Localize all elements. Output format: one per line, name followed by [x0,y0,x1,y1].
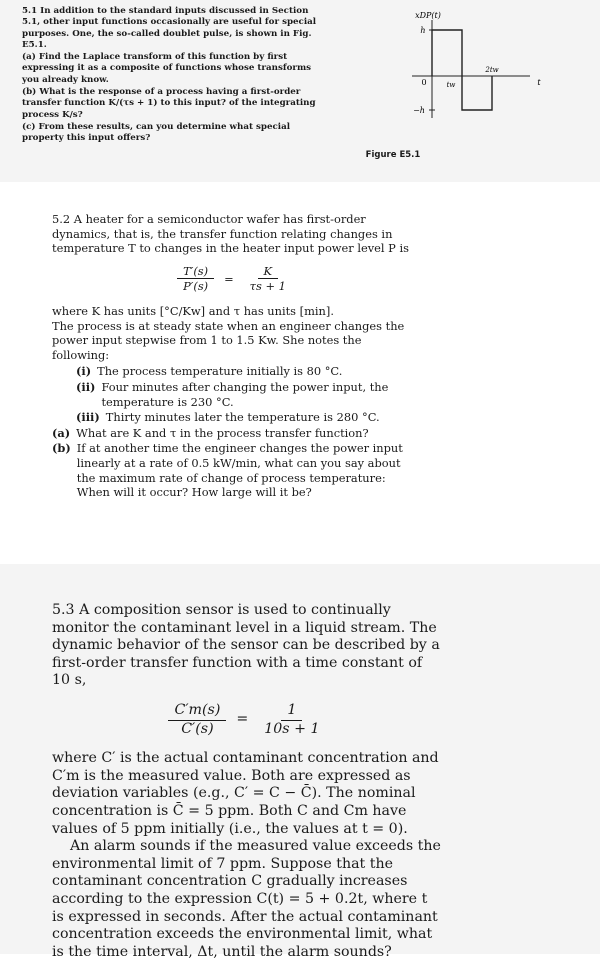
label-zero: 0 [421,78,427,87]
observation-item [52,380,417,409]
variable-definitions: where C′ is the actual contaminant concentration and C′m is the measured value. Both are expressed as deviation variables (e.g., C′ = C − C̄). The nominal concentration is C̄ = 5 ppm. Both C and Cm have values of 5 ppm initially (i.e., the values at t = 0). [52,750,439,837]
rhs-numerator: K [258,264,279,280]
equals-sign: = [224,271,234,286]
units-statement: where K has units [°C/Kw] and τ has units [min]. [52,303,334,318]
label-h: h [420,26,426,35]
figure-caption: Figure E5.1 [365,150,421,160]
observation-item [52,410,417,425]
doublet-pulse-curve [432,30,492,110]
rhs-denominator: τs + 1 [249,279,286,294]
rhs-numerator: 1 [281,702,302,721]
problem-5-2-section [0,182,600,564]
label-2tw: 2tw [485,66,499,74]
label-t: t [537,78,541,87]
question-label: (b) [52,441,71,456]
scenario-statement: The process is at steady state when an engineer changes the power input stepwise from 1 to 1.5 Kw. She notes the following: [52,318,405,362]
lhs-fraction [177,264,214,294]
transfer-function-equation [52,264,417,294]
rhs-fraction [258,702,325,738]
question-label: (a) [52,425,71,440]
observation-label: (ii) [76,379,96,394]
label-tw: tw [446,81,456,89]
problem-5-3-section [0,564,600,960]
problem-5-1-part-a: (a) Find the Laplace transform of this function by first expressing it as a composite of functions whose transforms you already know. [22,52,312,85]
alarm-statement: An alarm sounds if the measured value exceeds the environmental limit of 7 ppm. Suppose that the contaminant concentration C gradually increases according to the expression C(t) = 5 + 0.2t, where t is expressed in seconds. After the actual contaminant concentration exceeds the environmental limit, what is the time interval, Δt, until the alarm sounds? [52,838,441,960]
problem-5-1-intro: 5.1 In addition to the standard inputs discussed in Section 5.1, other input functions occasionally are useful for special purposes. One, the so-called doublet pulse, is shown in Fig. E5.1. [22,6,317,50]
problem-5-3-text [52,602,442,961]
y-axis-label: xDP(t) [415,11,441,20]
lhs-denominator: C′(s) [181,720,214,737]
observation-text: Thirty minutes later the temperature is 280 °C. [105,410,380,425]
observation-label: (i) [76,364,92,379]
equals-sign: = [236,711,249,728]
question-text: What are K and τ in the process transfer function? [76,425,369,440]
observation-item [52,364,417,379]
problem-5-2-intro: 5.2 A heater for a semiconductor wafer has first-order dynamics, that is, the transfer function relating changes in temperature T to changes in the heater input power level P is [52,212,409,256]
problem-5-1-text [22,6,322,146]
problem-5-1-part-c: (c) From these results, can you determine what special property this input offers? [22,121,290,144]
problem-5-1-part-b: (b) What is the response of a process having a first-order transfer function K/(τs + 1) to this input? of the integrating process K/s? [22,87,316,120]
question-text: If at another time the engineer changes the power input linearly at a rate of 0.5 kW/min, what can you say about the maximum rate of change of process temperature: When will it occur? How large will it be? [76,441,403,500]
rhs-denominator: 10s + 1 [264,720,320,737]
observation-list [52,364,417,499]
problem-5-1-section [0,0,600,182]
label-minus-h: −h [413,106,425,115]
problem-5-3-intro: 5.3 A composition sensor is used to continually monitor the contaminant level in a liquid stream. The dynamic behavior of the sensor can be described by a first-order transfer function with a time constant of 10 s, [52,602,440,689]
question-item [52,441,417,499]
observation-text: The process temperature initially is 80 °C. [97,364,343,379]
rhs-fraction [244,264,292,294]
problem-5-2-text [52,212,417,501]
lhs-fraction [168,702,226,738]
question-item [52,426,417,441]
lhs-numerator: T′(s) [177,264,214,280]
observation-text: Four minutes after changing the power input, the temperature is 230 °C. [101,379,389,409]
lhs-denominator: P′(s) [183,279,209,294]
sensor-transfer-function-equation [52,702,442,738]
lhs-numerator: C′m(s) [168,702,226,721]
observation-label: (iii) [76,410,100,425]
